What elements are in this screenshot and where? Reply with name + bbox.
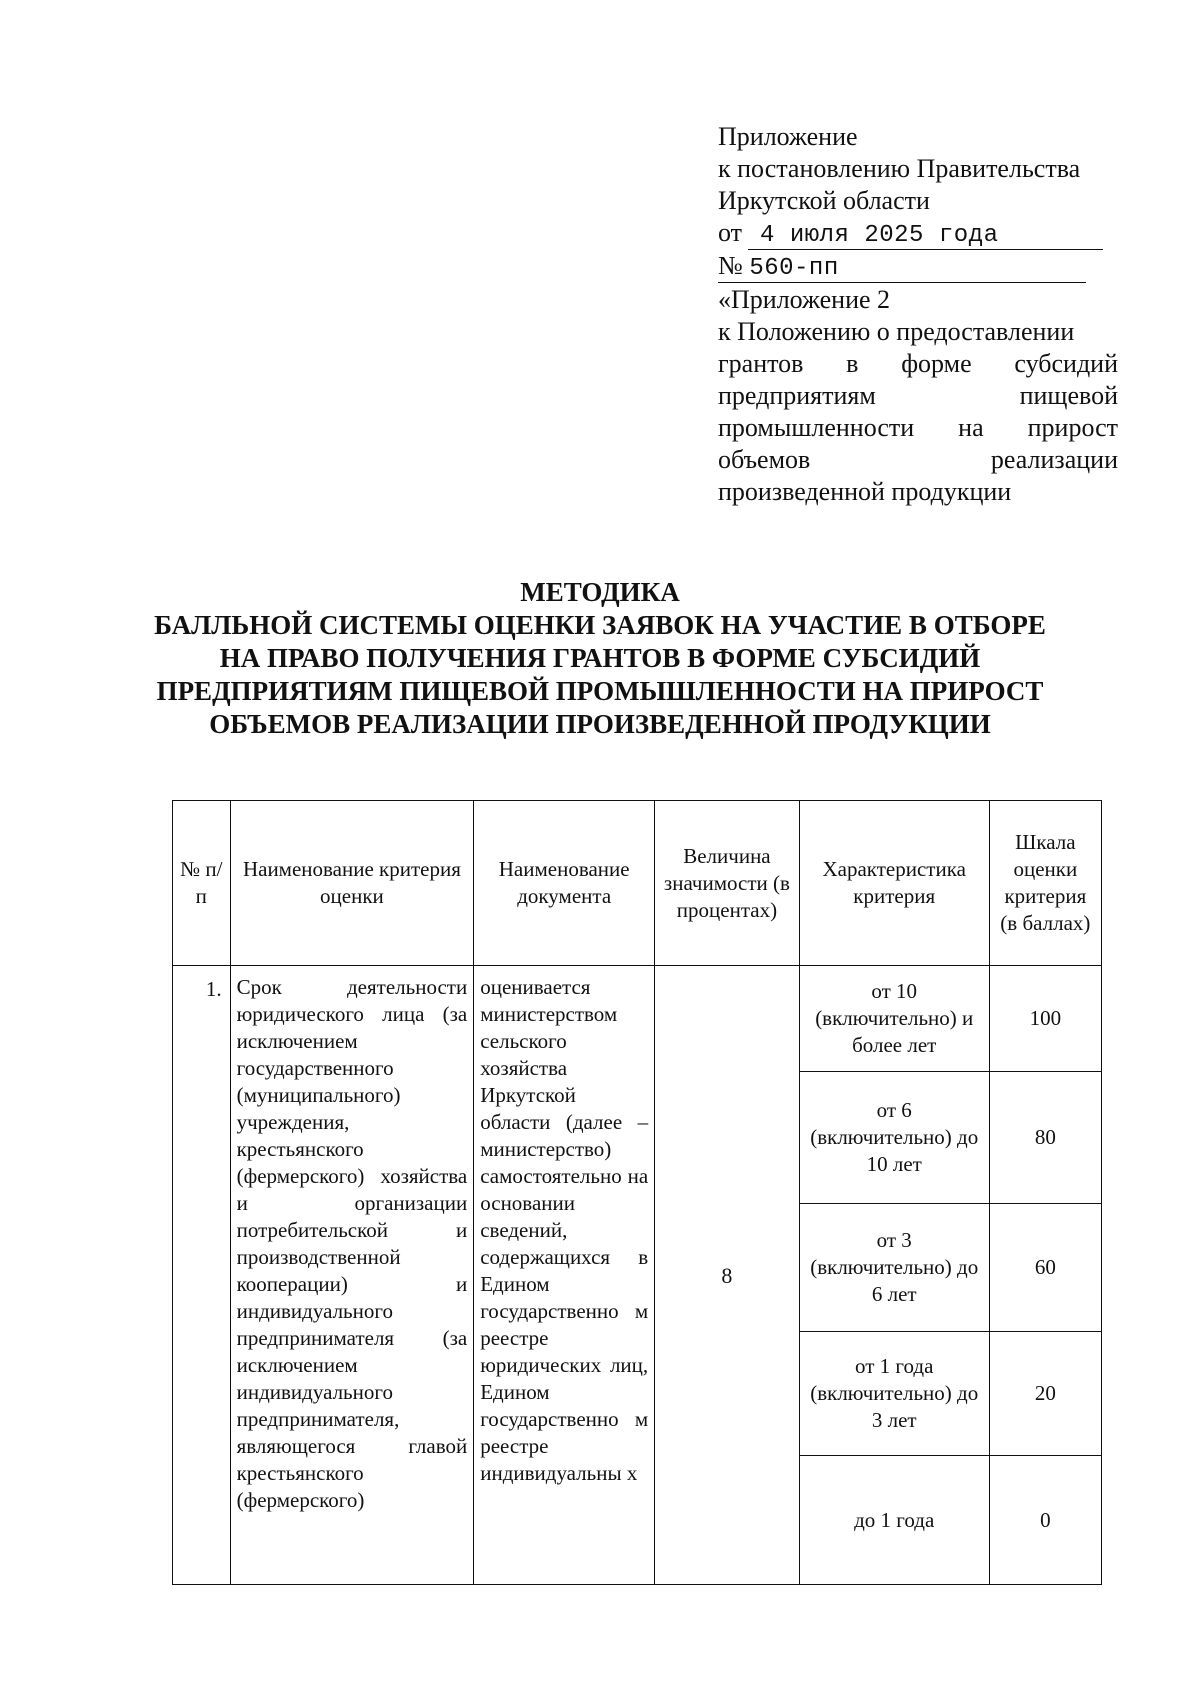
title-line: ПРЕДПРИЯТИЯМ ПИЩЕВОЙ ПРОМЫШЛЕННОСТИ НА ПРИРОСТ — [156, 676, 1044, 706]
stamp-number-line — [718, 250, 1118, 283]
table-row — [173, 966, 1102, 1072]
header-characteristic: Характеристика критерия — [799, 801, 989, 966]
score-cell: 80 — [989, 1072, 1101, 1204]
number-value: 560-пп — [749, 255, 839, 282]
stamp-date-line — [718, 217, 1118, 250]
characteristic-cell: от 10 (включительно) и более лет — [799, 966, 989, 1072]
table-header-row — [173, 801, 1102, 966]
date-prefix: от — [718, 218, 743, 247]
characteristic-cell: до 1 года — [799, 1456, 989, 1585]
stamp-line-resolution: к постановлению Правительства — [718, 154, 1081, 183]
row-number: 1. — [173, 966, 231, 1585]
appendix-line: предприятиям пищевой — [718, 381, 1118, 410]
criterion-name: Срок деятельности юридического лица (за исключением государственного (муниципального) учреждения, крестьянского (фермерского) хозяйства и организации потребительской и производственной кооперации) и индивидуального предпринимателя (за исключением индивидуального предпринимателя, являющегося главой крестьянского (фермерского) — [230, 966, 474, 1585]
header-number: № п/п — [173, 801, 231, 966]
characteristic-cell: от 1 года (включительно) до 3 лет — [799, 1332, 989, 1456]
appendix-line: промышленности на прирост — [718, 413, 1118, 442]
characteristic-cell: от 6 (включительно) до 10 лет — [799, 1072, 989, 1204]
header-document: Наименование документа — [474, 801, 655, 966]
title-line: ОБЪЕМОВ РЕАЛИЗАЦИИ ПРОИЗВЕДЕННОЙ ПРОДУКЦИИ — [209, 709, 991, 739]
approval-stamp — [718, 121, 1118, 283]
document-name: оценивается министерством сельского хозяйства Иркутской области (далее – министерство) самостоятельно на основании сведений, содержащихся в Едином государственно м реестре юридических лиц, Едином государственно м реестре индивидуальны х — [474, 966, 655, 1585]
number-fill — [718, 253, 1086, 283]
appendix-reference — [718, 284, 1118, 508]
title-line: БАЛЛЬНОЙ СИСТЕМЫ ОЦЕНКИ ЗАЯВОК НА УЧАСТИЕ В ОТБОРЕ — [154, 610, 1046, 640]
characteristic-cell: от 3 (включительно) до 6 лет — [799, 1204, 989, 1332]
appendix-line: грантов в форме субсидий — [718, 349, 1118, 378]
score-cell: 20 — [989, 1332, 1101, 1456]
header-criterion: Наименование критерия оценки — [230, 801, 474, 966]
appendix-line: «Приложение 2 — [718, 285, 891, 314]
header-significance: Величина значимости (в процентах) — [655, 801, 800, 966]
document-title — [60, 576, 1140, 741]
number-prefix: № — [718, 251, 743, 280]
date-value: 4 июля 2025 года — [748, 223, 1103, 250]
appendix-line: к Положению о предоставлении — [718, 317, 1075, 346]
score-cell: 100 — [989, 966, 1101, 1072]
score-cell: 0 — [989, 1456, 1101, 1585]
title-line: НА ПРАВО ПОЛУЧЕНИЯ ГРАНТОВ В ФОРМЕ СУБСИДИЙ — [219, 643, 981, 673]
appendix-line: произведенной продукции — [718, 477, 1012, 506]
significance-value: 8 — [655, 966, 800, 1585]
header-scale: Шкала оценки критерия (в баллах) — [989, 801, 1101, 966]
title-line: МЕТОДИКА — [520, 577, 680, 607]
stamp-line-region: Иркутской области — [718, 186, 930, 215]
appendix-line: объемов реализации — [718, 445, 1118, 474]
criteria-table — [172, 800, 1102, 1585]
stamp-line-appendix: Приложение — [718, 122, 858, 151]
score-cell: 60 — [989, 1204, 1101, 1332]
